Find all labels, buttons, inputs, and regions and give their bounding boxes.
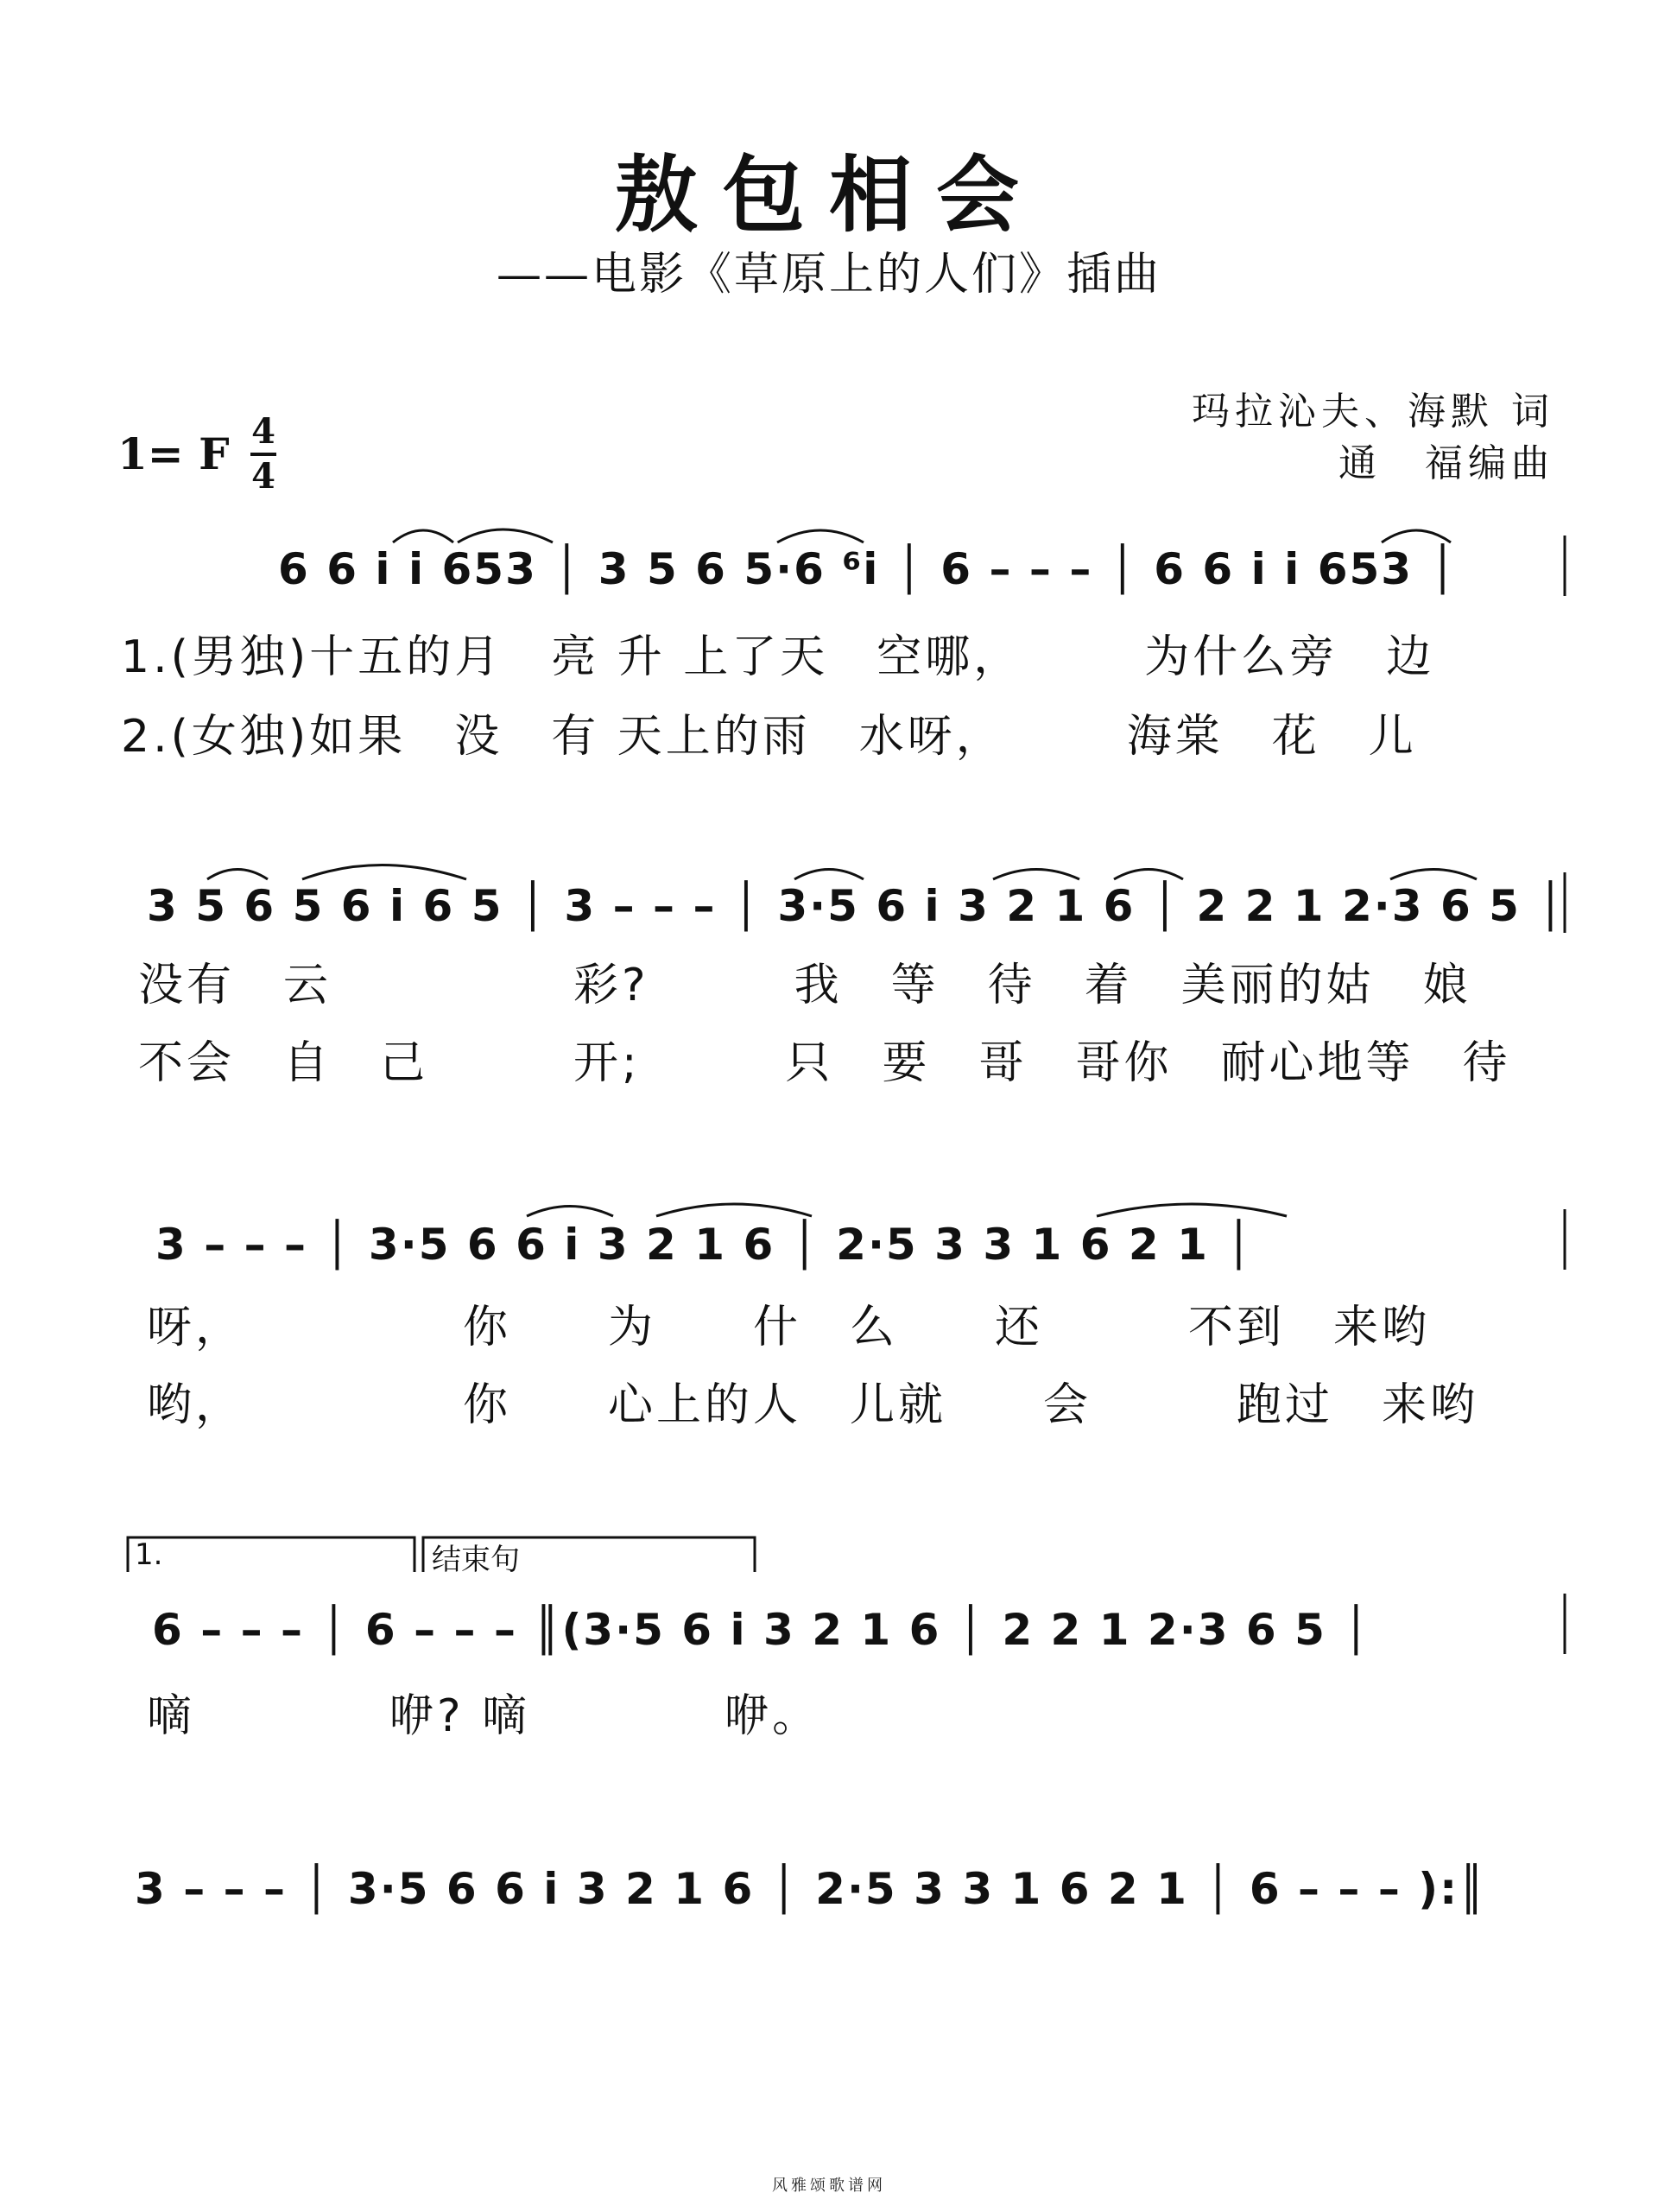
page-title: 敖包相会 — [615, 146, 1043, 244]
footer-watermark: 风雅颂歌谱网 — [772, 2177, 886, 2195]
lyric-row-4: 嘀 咿? 嘀 咿。 — [147, 1690, 821, 1742]
notation-row-2: 3 5 6 5 6 i 6 5 │ 3 – – – │ 3·5 6 i 3 2 1 6 │ 2 2 1 2·3 6 5 │ — [147, 881, 1566, 931]
lyric-row-1-verse-2: 2.(女独)如果 没 有 天上的雨 水呀， 海棠 花 儿 — [121, 711, 1417, 763]
lyricist-credit: 玛拉沁夫、海默 词 — [1192, 390, 1554, 434]
time-signature-top: 4 — [251, 411, 275, 452]
composer-credit: 通 福编曲 — [1338, 441, 1554, 485]
notation-row-5: 3 – – – │ 3·5 6 6 i 3 2 1 6 │ 2·5 3 3 1 6 2 1 │ 6 – – – ):║ — [135, 1864, 1487, 1914]
lyric-row-3-verse-2: 哟， 你 心上的人 儿就 会 跑过 来哟 — [147, 1379, 1479, 1431]
time-signature-bottom: 4 — [251, 456, 275, 497]
volta-1-label: 1. — [135, 1537, 163, 1572]
notation-row-3: 3 – – – │ 3·5 6 6 i 3 2 1 6 │ 2·5 3 3 1 6 2 1 │ — [155, 1220, 1254, 1270]
notation-row-4: 6 – – – │ 6 – – – ║(3·5 6 i 3 2 1 6 │ 2 2 1 2·3 6 5 │ — [152, 1605, 1371, 1655]
lyric-row-1-verse-1: 1.(男独)十五的月 亮 升 上了天 空哪， 为什么旁 边 — [121, 631, 1435, 683]
page-subtitle: ——电影《草原上的人们》插曲 — [496, 249, 1161, 301]
notation-row-1: 6 6 i i 653 │ 3 5 6 5·6 ⁶i │ 6 – – – │ 6 6 i i 653 │ — [278, 544, 1458, 594]
lyric-row-2-verse-2: 不会 自 己 开; 只 要 哥 哥你 耐心地等 待 — [138, 1037, 1511, 1089]
key-signature: 1= F — [117, 428, 230, 479]
lyric-row-2-verse-1: 没有 云 彩? 我 等 待 着 美丽的姑 娘 — [138, 960, 1471, 1011]
lyric-row-3-verse-1: 呀， 你 为 什 么 还 不到 来哟 — [147, 1302, 1431, 1353]
ending-phrase-label: 结束句 — [432, 1543, 520, 1577]
